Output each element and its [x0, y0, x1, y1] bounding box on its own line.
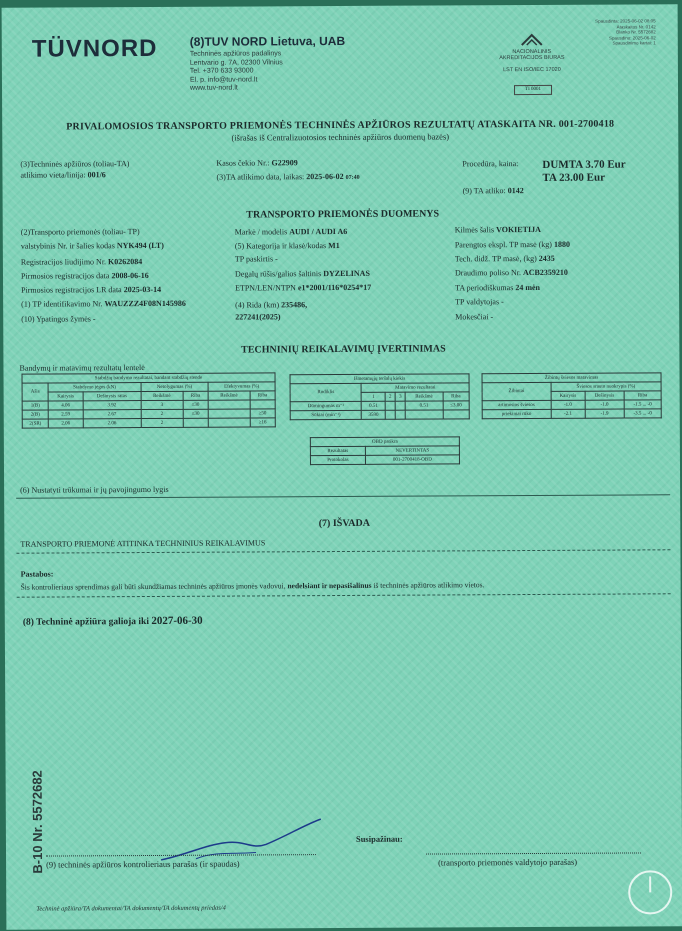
special-marks: (10) Ypatingos žymės -	[21, 314, 96, 324]
insurance-policy: Draudimo poliso Nr. ACB2359210	[454, 267, 568, 278]
origin-country: Kilmės šalis VOKIETIJA	[454, 224, 541, 235]
procedure-price-2: TA 23.00 Eur	[542, 171, 605, 184]
watermark-logo-icon	[628, 870, 672, 914]
receipt: Kasos čekio Nr.: G22909	[216, 158, 298, 168]
company-name: (8)TUV NORD Lietuva, UAB	[189, 33, 346, 49]
validity: (8) Techninė apžiūra galioja iki 2027-06-30	[22, 614, 203, 628]
divider	[16, 494, 670, 498]
lights-title: Žibintų šviesos matavimas	[482, 373, 661, 383]
signature-line-owner	[426, 852, 641, 854]
print-info: Spausdinta: 2025-06-02 08:05 Ataskaitos Nr. 0142 Blanko Nr. 5572682 Spausdino: 2025-06-02 Spausdinimo kartai: 1	[595, 18, 656, 46]
first-registration-lt: Pirmosios registracijos LR data 2025-03-14	[21, 284, 162, 295]
brakes-table: Stabdžių bandymo rezultatai, bandant stabdžių stende Ašis Stabdymo jėgos (kN) Netolygumas (%) Efektyvumas (%) Kairysis Dešinysis ratas Reikšmė Riba Reikšmė Riba 1(B) 4.06 3.92 3 ≤30 2(B) 2.59 2.67 2 ≤30 ≥50 2(SR) 2.06 2.06 2 ≥16	[22, 372, 276, 428]
company-address: Techninės apžiūros padalinys Lentvario g. 7A, 02300 Vilnius Tel. +370 633 93000 El. p. info@tuv-nord.lt www.tuv-nord.lt	[189, 50, 283, 92]
signature-caption-owner: (transporto priemonės valdytojo parašas)	[438, 856, 578, 868]
tech-section-title: TECHNINIŲ REIKALAVIMŲ ĮVERTINIMAS	[241, 343, 446, 356]
brakes-title: Stabdžių bandymo rezultatai, bandant stabdžių stende	[22, 373, 275, 383]
notes-title: Pastabos:	[20, 569, 54, 579]
vin: (1) TP identifikavimo Nr. WAUZZZ4F08N145986	[21, 298, 186, 309]
conclusion-title: (7) IŠVADA	[318, 517, 370, 530]
report-title: PRIVALOMOSIOS TRANSPORTO PRIEMONĖS TECHNINĖS APŽIŪROS REZULTATŲ ATASKAITA NR. 001-2700418	[66, 118, 615, 133]
divider	[17, 593, 671, 597]
accreditation-mark: NACIONALINIS AKREDITACIJOS BIURAS LST EN ISO/IEC 17020	[492, 33, 572, 73]
lights-table: Žibintų šviesos matavimas Žibintai Šviesos srauto nuokrypis (%) Kairysis Dešinysis Riba artimosios šviesos -1.0 -1.0 -1.5 ... -0 priekiniai rūko -2.1 -1.9 -3.5 ... -0	[482, 372, 662, 419]
registration-cert: Registracijos liudijimo Nr. K0262084	[20, 257, 143, 267]
plate-number: valstybinis Nr. ir šalies kodas NYK494 (LT)	[20, 240, 164, 251]
axis-header: Ašis	[22, 383, 48, 401]
procedure-price-1: DUMTA 3.70 Eur	[542, 158, 626, 171]
purpose: TP paskirtis -	[234, 254, 278, 264]
blank-serial: B-10 Nr. 5572682	[29, 770, 46, 874]
fuel-type: Degalų rūšis/galios šaltinis DYZELINAS	[234, 268, 370, 279]
tuv-nord-logo: TÜVNORD	[31, 34, 158, 63]
mileage: (4) Rida (km) 235486,	[235, 300, 308, 310]
taxes: Mokesčiai -	[455, 312, 494, 322]
inspector-signature	[156, 814, 326, 865]
table-row: 2(SR) 2.06 2.06 2 ≥16	[22, 418, 275, 428]
vehicle-section-title: TRANSPORTO PRIEMONĖS DUOMENYS	[246, 208, 440, 221]
vehicle-owner: TP valdytojas -	[455, 297, 504, 307]
first-registration: Pirmosios registracijos data 2008-06-16	[20, 271, 149, 281]
divider	[16, 549, 670, 553]
signature-caption-inspector: (9) techninės apžiūros kontrolieriaus parašas (ir spaudas)	[46, 858, 240, 870]
category: (5) Kategorija ir klasė/kodas M1	[234, 241, 340, 251]
emissions-table: Išmetamųjų teršalų kiekis Rodiklis Matavimo rezultatai 1 2 3 Reikšmė Riba Dūmingumas m⁻¹ 0.51 0.51 ≤3.00 Sūkiai (min⁻¹) 3590	[290, 373, 470, 420]
report-sheet	[2, 4, 682, 930]
emissions-title: Išmetamųjų teršalų kiekis	[290, 374, 469, 384]
table-row: Protokolas 001-2700418-OBD	[310, 455, 459, 465]
table-row: Sūkiai (min⁻¹) 3590	[290, 410, 469, 420]
mileage-history: 227241(2025)	[235, 312, 281, 322]
max-mass: Tech. didž. TP masė, (kg) 2435	[454, 253, 555, 264]
etpn: ETPN/LEN/NTPN e1*2001/116*0254*17	[235, 282, 372, 293]
obd-title: OBD patikra	[310, 437, 459, 447]
table-row: 1(B) 4.06 3.92 3 ≤30	[22, 400, 275, 410]
vehicle-label: (2)Transporto priemonės (toliau- TP)	[20, 227, 140, 237]
procedure-label: Procedūra, kaina:	[462, 159, 519, 169]
accreditation-icon	[520, 33, 544, 47]
acknowledged-label: Susipažinau:	[355, 833, 403, 844]
inspection-period: TA periodiškumas 24 mėn	[455, 282, 541, 293]
make-model: Markė / modelis AUDI / AUDI A6	[234, 226, 348, 237]
report-subtitle: (išrašas iš Centralizuotosios techninės apžiūros duomenų bazės)	[231, 131, 450, 143]
conclusion-text: TRANSPORTO PRIEMONĖ ATITINKA TECHNINIUS REIKALAVIMUS	[20, 538, 266, 549]
notes-text: Šis kontrolieriaus sprendimas gali būti skundžiamas techninės apžiūros įmonės vadovui, nedelsiant ir nepasišalinus iš techninės apžiūros atlikimo vietos.	[20, 580, 485, 592]
inspection-place-label: (3)Techninės apžiūros (toliau-TA)	[20, 159, 130, 169]
table-row: Rezultatas NEVERTINTAS	[310, 446, 459, 456]
table-row: artimosios šviesos -1.0 -1.0 -1.5 ... -0	[482, 400, 661, 410]
table-row: 2(B) 2.59 2.67 2 ≤30 ≥50	[22, 409, 275, 419]
table-label: Bandymų ir matavimų rezultatų lentelė	[19, 363, 145, 373]
inspection-date: (3)TA atlikimo data, laikas: 2025-06-02 07:40	[216, 171, 360, 182]
curb-mass: Parengtos ekspl. TP masė (kg) 1880	[454, 239, 570, 250]
footer-path: Techninė apžiūra/TA dokumentai/TA dokumentų/TA dokumentų priedas/4	[36, 904, 226, 913]
performer: (9) TA atliko: 0142	[462, 186, 524, 196]
table-row: priekiniai rūko -2.1 -1.9 -3.5 ... -0	[482, 409, 661, 419]
table-row: Dūmingumas m⁻¹ 0.51 0.51 ≤3.00	[290, 401, 469, 411]
defects-label: (6) Nustatyti trūkumai ir jų pavojingumo lygis	[20, 484, 169, 495]
inspection-place: atlikimo vieta/linija: 001/6	[20, 170, 106, 180]
accreditation-code: TI 0001	[514, 85, 552, 95]
obd-table	[310, 436, 460, 465]
